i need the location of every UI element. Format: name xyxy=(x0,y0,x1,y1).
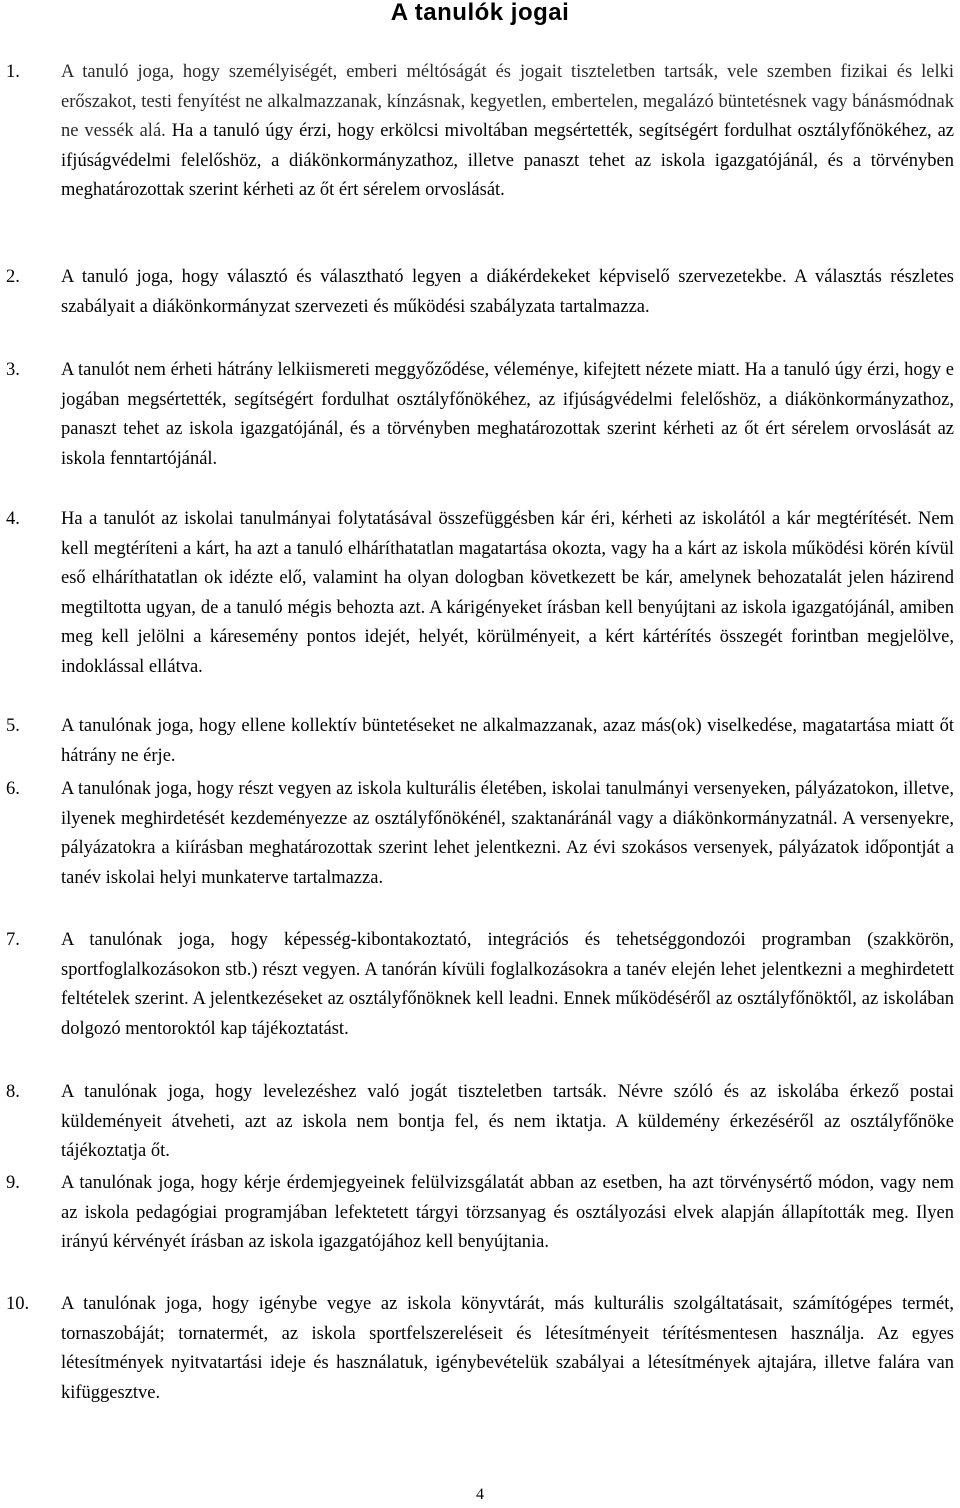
item-text-intro: A tanulónak joga, hogy képesség-kibontakoztató, integrációs és tehetséggondozói programban (szakkörön, sportfoglalkozásokon stb.) részt vegyen. xyxy=(61,930,954,980)
list-item xyxy=(6,1169,954,1258)
item-text-detail: A versenyekre, pályázatokra a kiírásban meghatározottak szerint lehet jelentkezni. Az évi szokásos versenyek, pályázatok időpontját a tanév iskolai helyi munkaterve tartalmazza. xyxy=(61,808,954,888)
item-text-intro: A tanulónak joga, hogy ellene kollektív büntetéseket ne alkalmazzanak, azaz más(ok) viselkedése, magatartása miatt őt hátrány ne érje. xyxy=(61,716,954,766)
item-text-detail: Ha a tanuló úgy érzi, hogy e jogában megsértették, segítségért fordulhat osztályfőnökéhez, az ifjúságvédelmi felelőshöz, a diákönkormányzathoz, panaszt tehet az iskola igazgatójánál, és a törvényben meghatározottak szerint kérheti az őt ért sérelem orvoslását az iskola fenntartójánál. xyxy=(61,360,954,469)
list-item xyxy=(6,263,954,322)
page-number: 4 xyxy=(476,1486,484,1503)
item-text-intro: A tanulót nem érheti hátrány lelkiismereti meggyőződése, véleménye, kifejtett nézete miatt. xyxy=(61,360,745,380)
item-number: 5. xyxy=(6,716,20,736)
item-text-intro: A tanulónak joga, hogy kérje érdemjegyeinek felülvizsgálatát abban az esetben, ha azt törvénysértő módon, vagy nem az iskola pedagógiai programjában lefektetett tárgyi törzsanyag és osztályozási elvek alapján állapították meg. xyxy=(61,1173,954,1223)
list-item xyxy=(6,1078,955,1167)
item-text-intro: A tanuló joga, hogy választó és választható legyen a diákérdekeket képviselő szervezetekbe. xyxy=(61,267,795,287)
item-text-detail: A tanórán kívüli foglalkozásokra a tanév elején lehet jelentkezni a meghirdetett feltételek szerint. A jelentkezéseket az osztályfőnöknek kell leadni. Ennek működéséről az osztályfőnöktől, az iskolában dolgozó mentoroktól kap tájékoztatást. xyxy=(61,959,954,1039)
item-text-detail: A választás részletes szabályait a diákönkormányzat szervezeti és működési szabályzata tartalmazza. xyxy=(61,267,954,317)
item-number: 2. xyxy=(6,267,20,287)
item-number: 10. xyxy=(6,1294,30,1314)
item-number: 4. xyxy=(6,509,20,529)
list-item xyxy=(6,505,954,683)
list-item xyxy=(6,1290,954,1408)
item-text-intro: A tanulónak joga, hogy részt vegyen az iskola kulturális életében, iskolai tanulmányi versenyeken, pályázatokon, illetve, ilyenek meghirdetését kezdeményezze az osztályfőnökénél, szaktanáránál vagy a diákönkormányzatnál. xyxy=(61,779,954,829)
item-number: 3. xyxy=(6,360,20,380)
item-text-detail: Névre szóló és az iskolába érkező postai küldeményeit átveheti, azt az iskola nem bontja fel, és nem iktatja. A küldemény érkezéséről az osztályfőnöke tájékoztatja őt. xyxy=(61,1082,955,1162)
item-text-detail: Ilyen irányú kérvényét írásban az iskola igazgatójához kell benyújtania. xyxy=(61,1202,954,1253)
item-text-detail: Nem kell megtéríteni a kárt, ha azt a tanuló elháríthatatlan magatartása okozta, vagy ha a kárt az iskola működési körén kívül eső elháríthatatlan ok idézte elő, valamint ha olyan dologban következett be kár, amelynek behozatalát jelen házirend megtiltotta ugyan, de a tanuló mégis behozta azt. A kárigényeket írásban kell benyújtani az iskola igazgatójánál, amiben meg kell jelölni a káresemény pontos idejét, helyét, körülményeit, a kért kártérítés összegét forintban megjelölve, indoklással ellátva. xyxy=(61,509,954,677)
item-text-intro: A tanulónak joga, hogy levelezéshez való jogát tiszteletben tartsák. xyxy=(61,1082,618,1102)
item-text-intro: Ha a tanulót az iskolai tanulmányai folytatásával összefüggésben kár éri, kérheti az iskolától a kár megtérítését. xyxy=(61,509,919,529)
item-number: 1. xyxy=(6,62,20,82)
list-item xyxy=(6,356,954,474)
page-title: A tanulók jogai xyxy=(390,0,570,26)
item-text-intro: A tanulónak joga, hogy igénybe vegye az iskola könyvtárát, más kulturális szolgáltatásait, számítógépes termét, tornaszobáját; tornatermét, az iskola sportfelszereléseit és létesítményeit térítésmentesen használja. xyxy=(61,1294,954,1344)
item-number: 8. xyxy=(6,1082,20,1102)
list-item xyxy=(6,58,954,206)
item-number: 6. xyxy=(6,779,20,799)
item-text-detail: Az egyes létesítmények nyitvatartási ideje és használatuk, igénybevételük szabályai a létesítmények ajtajára, illetve falára van kifüggesztve. xyxy=(61,1323,954,1403)
item-number: 7. xyxy=(6,930,20,950)
list-item xyxy=(6,712,954,771)
list-item xyxy=(6,926,954,1044)
item-number: 9. xyxy=(6,1173,20,1193)
list-item xyxy=(6,775,954,893)
item-text-intro: A tanuló joga, hogy személyiségét, emberi méltóságát és jogait tiszteletben tartsák, vele szemben fizikai és lelki erőszakot, testi fenyítést ne alkalmazzanak, kínzásnak, kegyetlen, embertelen, megalázó büntetésnek vagy bánásmódnak ne vessék alá. xyxy=(61,62,954,142)
item-text-detail: Ha a tanuló úgy érzi, hogy erkölcsi mivoltában megsértették, segítségért fordulhat osztályfőnökéhez, az ifjúságvédelmi felelőshöz, a diákönkormányzathoz, illetve panaszt tehet az iskola igazgatójánál, és a törvényben meghatározottak szerint kérheti az őt ért sérelem orvoslását. xyxy=(61,121,954,201)
